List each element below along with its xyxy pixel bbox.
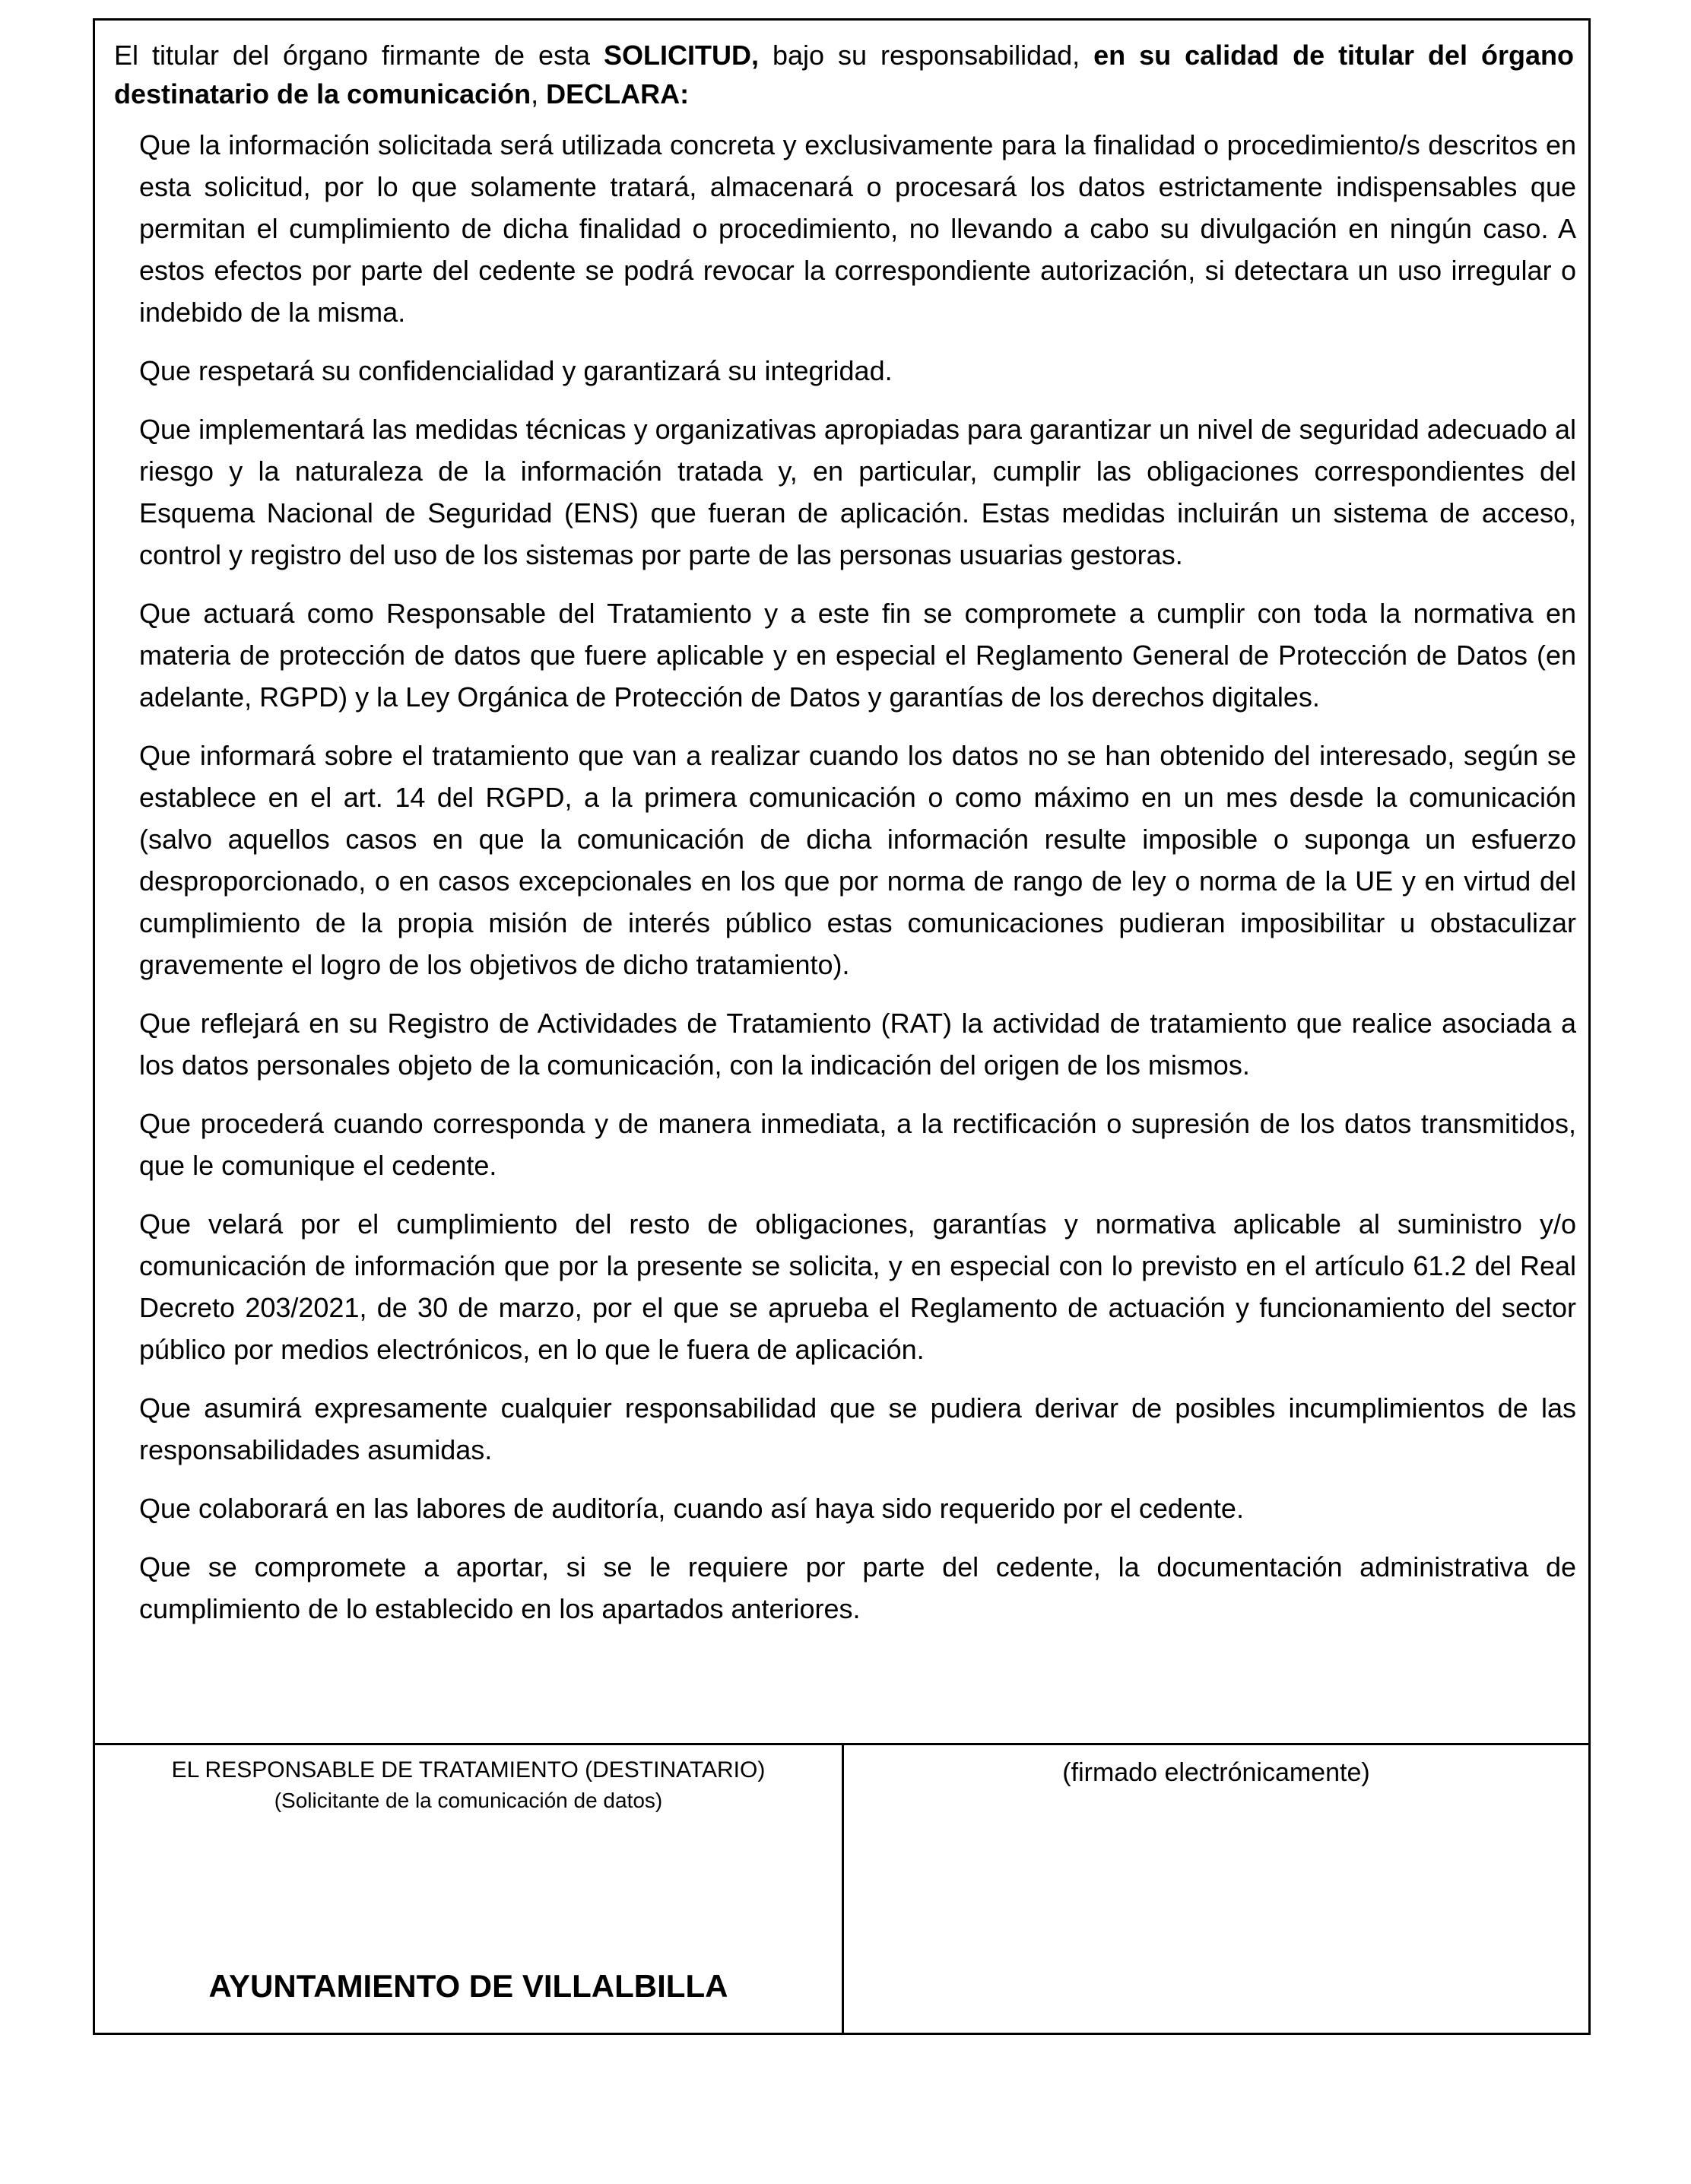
declaration-item: Que procederá cuando corresponda y de manera inmediata, a la rectificación o supresión de los datos transmitidos, que le comunique el cedente.: [139, 1108, 1576, 1181]
signer-entity: AYUNTAMIENTO DE VILLALBILLA: [208, 1968, 728, 2004]
intro-text: bajo su responsabilidad,: [759, 40, 1094, 71]
declaration-item: Que implementará las medidas técnicas y organizativas apropiadas para garantizar un nivel de seguridad adecuado al riesgo y la naturaleza de la información tratada y, en particular, cumplir las obligaciones correspondientes del Esquema Nacional de Seguridad (ENS) que fueran de aplicación. Estas medidas incluirán un sistema de acceso, control y registro del uso de los sistemas por parte de las personas usuarias gestoras.: [139, 414, 1576, 570]
declaration-item: Que la información solicitada será utilizada concreta y exclusivamente para la finalidad o procedimiento/s descritos en esta solicitud, por lo que solamente tratará, almacenará o procesará los datos estrictamente indispensables que permitan el cumplimiento de dicha finalidad o procedimiento, no llevando a cabo su divulgación en ningún caso. A estos efectos por parte del cedente se podrá revocar la correspondiente autorización, si detectara un uso irregular o indebido de la misma.: [139, 129, 1576, 328]
declaration-item: Que se compromete a aportar, si se le requiere por parte del cedente, la documentación administrativa de cumplimiento de lo establecido en los apartados anteriores.: [139, 1551, 1576, 1624]
declaration-item: Que colaborará en las labores de auditoría, cuando así haya sido requerido por el cedente.: [139, 1493, 1244, 1524]
declaration-box: [93, 18, 1591, 2035]
signer-role-subtitle: (Solicitante de la comunicación de datos): [274, 1789, 663, 1812]
signature-table: [95, 1743, 1588, 2035]
intro-text: El titular del órgano firmante de esta: [114, 40, 604, 71]
signature-stamp-cell: [844, 1745, 1588, 2035]
intro-text: ,: [531, 78, 547, 110]
intro-declara: DECLARA:: [546, 78, 690, 110]
electronic-signature-note: (firmado electrónicamente): [1062, 1758, 1370, 1787]
signature-signer-cell: [95, 1745, 844, 2035]
declaration-item: Que informará sobre el tratamiento que van a realizar cuando los datos no se han obtenido del interesado, según se establece en el art. 14 del RGPD, a la primera comunicación o como máximo en un mes desde la comunicación (salvo aquellos casos en que la comunicación de dicha información resulte imposible o suponga un esfuerzo desproporcionado, o en casos excepcionales en los que por norma de rango de ley o norma de la UE y en virtud del cumplimiento de la propia misión de interés público estas comunicaciones pudieran imposibilitar u obstaculizar gravemente el logro de los objetivos de dicho tratamiento).: [139, 740, 1576, 980]
signer-role: EL RESPONSABLE DE TRATAMIENTO (DESTINATARIO): [171, 1757, 766, 1782]
intro-capacity: en su calidad de titular del órgano destinatario de la comunicación: [114, 40, 1574, 110]
intro-solicitud: SOLICITUD,: [604, 40, 760, 71]
declaration-intro: [114, 36, 1574, 113]
declaration-list: [139, 124, 1576, 1646]
declaration-item: Que velará por el cumplimiento del resto de obligaciones, garantías y normativa aplicable al suministro y/o comunicación de información que por la presente se solicita, y en especial con lo previsto en el artículo 61.2 del Real Decreto 203/2021, de 30 de marzo, por el que se aprueba el Reglamento de actuación y funcionamiento del sector público por medios electrónicos, en lo que le fuera de aplicación.: [139, 1208, 1576, 1365]
declaration-item: Que actuará como Responsable del Tratamiento y a este fin se compromete a cumplir con toda la normativa en materia de protección de datos que fuere aplicable y en especial el Reglamento General de Protección de Datos (en adelante, RGPD) y la Ley Orgánica de Protección de Datos y garantías de los derechos digitales.: [139, 598, 1576, 713]
declaration-item: Que reflejará en su Registro de Actividades de Tratamiento (RAT) la actividad de tratamiento que realice asociada a los datos personales objeto de la comunicación, con la indicación del origen de los mismos.: [139, 1008, 1576, 1081]
declaration-item: Que respetará su confidencialidad y garantizará su integridad.: [139, 355, 893, 386]
declaration-item: Que asumirá expresamente cualquier responsabilidad que se pudiera derivar de posibles incumplimientos de las responsabilidades asumidas.: [139, 1392, 1576, 1465]
